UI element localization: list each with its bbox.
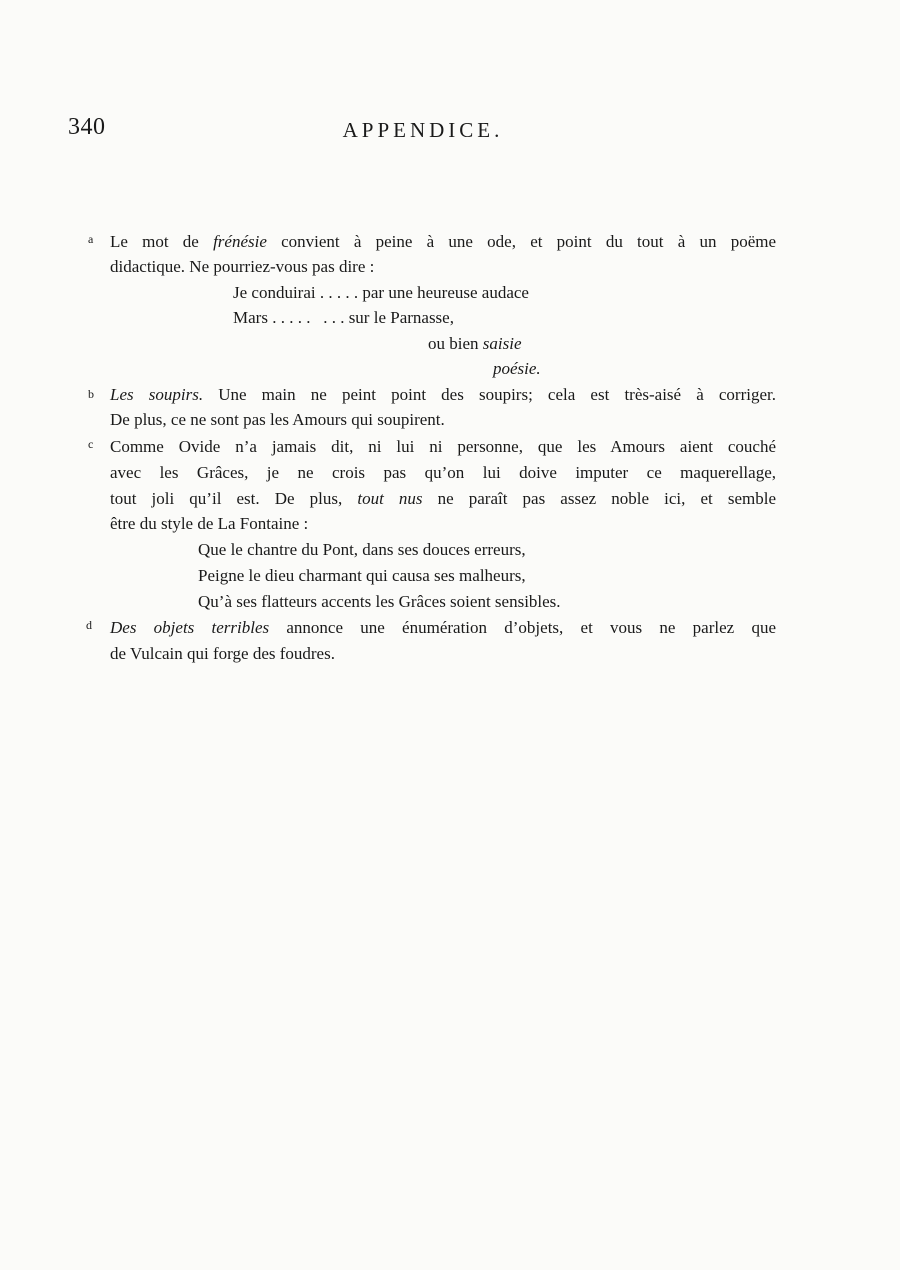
note-d-line-1 [110,617,776,639]
note-a-verse-4: poésie. [493,359,541,378]
note-marker-a: a [88,232,94,246]
note-a-text: ou bien [428,334,483,353]
note-marker-d: d [86,618,92,632]
note-a-line-1 [110,231,776,253]
note-c-italic: tout nus [357,489,423,508]
note-b-text: Une main ne peint point des soupirs; cela est très-aisé à corriger. [203,385,776,404]
note-c-verse-2: Peigne le dieu charmant qui causa ses malheurs, [198,566,526,585]
note-a-verse-1: Je conduirai . . . . . par une heureuse audace [233,283,529,302]
note-b-line-1 [110,384,776,406]
note-a-italic: saisie [482,334,522,353]
note-c-line-1: Comme Ovide n’a jamais dit, ni lui ni personne, que les Amours aient couché [110,437,776,456]
note-marker-b: b [88,387,94,401]
note-b-italic: Les soupirs. [110,385,204,404]
note-a-verse-2: Mars . . . . . . . . sur le Parnasse, [233,308,454,327]
note-d-text: annonce une énumération d’objets, et vous ne parlez que [269,618,776,637]
note-c-verse-1: Que le chantre du Pont, dans ses douces erreurs, [198,540,526,559]
note-a-italic: frénésie [213,232,267,251]
note-c-line-4: être du style de La Fontaine : [110,514,309,533]
note-c-text: tout joli qu’il est. De plus, [110,489,358,508]
note-a-text: Le mot de [110,232,214,251]
note-marker-c: c [88,437,94,451]
note-a-line-2: didactique. Ne pourriez-vous pas dire : [110,257,375,276]
note-c-line-3 [110,488,776,510]
note-c-line-2: avec les Grâces, je ne crois pas qu’on lui doive imputer ce maquerellage, [110,463,776,482]
note-a-text: convient à peine à une ode, et point du tout à un poëme [266,232,777,251]
note-c-text: ne paraît pas assez noble ici, et semble [422,489,776,508]
note-d-line-2: de Vulcain qui forge des foudres. [110,644,335,663]
note-d-italic: Des objets terribles [110,618,270,637]
running-head: APPENDICE. [342,118,504,142]
note-a-verse-3 [428,333,522,355]
note-b-line-2: De plus, ce ne sont pas les Amours qui soupirent. [110,410,445,429]
note-c-verse-3: Qu’à ses flatteurs accents les Grâces soient sensibles. [198,592,561,611]
page-number: 340 [68,114,106,140]
